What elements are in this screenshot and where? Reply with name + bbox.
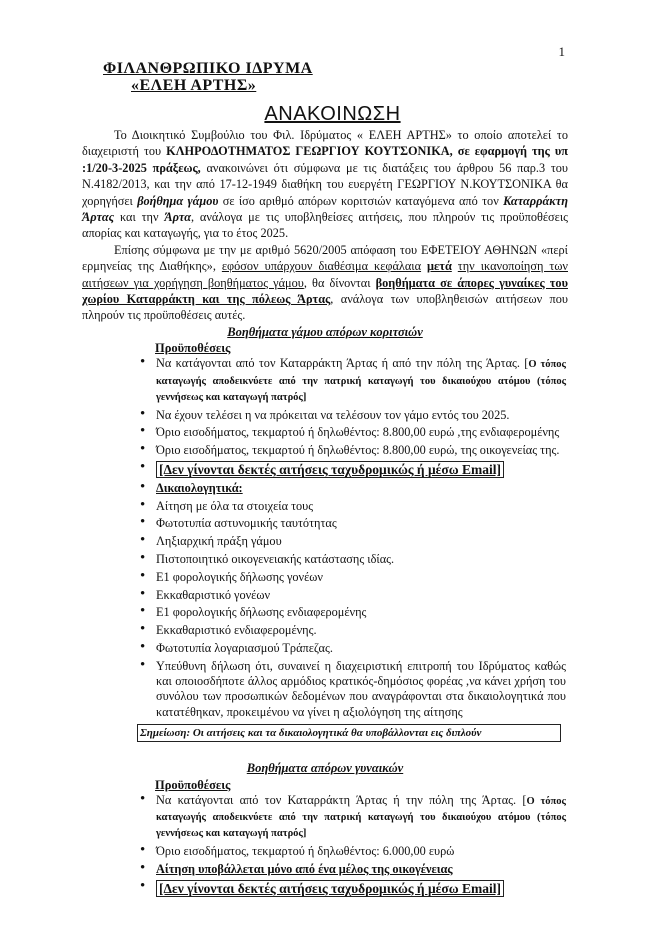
text-run: Το Διοικητικό Συμβούλιο του Φιλ. Ιδρύματος « ΕΛΕΗ ΑΡΤΗΣ» το οποίο αποτελεί το διαχειριστή του [82, 128, 568, 159]
list-item: • Πιστοποιητικό οικογενειακής κατάστασης ιδίας. [156, 552, 566, 567]
list-item [156, 461, 566, 478]
second-paragraph [82, 242, 568, 324]
list-item: • Υπεύθυνη δήλωση ότι, συναινεί η διαχειριστική επιτροπή του Ιδρύματος καθώς και οποιοσδήποτε άλλος αρμόδιος κρατικός-δημόσιος φορέας ,να κάνει χρήση του συνόλου των προσωπικών δεδομένων που αναγράφονται στα δικαιολογητικά που κατατέθηκαν, προκειμένου να γίνει η αξιολόγηση της αίτησης [156, 659, 566, 720]
list-item [156, 481, 566, 496]
list-item [156, 356, 566, 405]
list-item [156, 880, 566, 897]
bold-run: Ο τόπος καταγωγής αποδεικνύετε από την πατρική καταγωγή του δικαιούχου ατόμου (τόπος γεννήσεως και καταγωγή πατρός] [156, 359, 566, 403]
text-run: , θα δίνονται [303, 275, 376, 290]
document-body [82, 127, 568, 900]
prerequisites-list [82, 793, 566, 897]
list-item: • Φωτοτυπία αστυνομικής ταυτότητας [156, 516, 566, 531]
announcement-title: ΑΝΑΚΟΙΝΩΣΗ [264, 103, 401, 125]
bold-underlined-run: βοηθήματα σε άπορες γυναίκες του χωρίου Καταρράκτη και της πόλεως Άρτας [82, 275, 568, 307]
list-item: • Ε1 φορολογικής δήλωσης ενδιαφερομένης [156, 605, 566, 620]
bold-run: Ο τόπος καταγωγής αποδεικνύετε από την πατρική καταγωγή του δικαιούχου ατόμου (τόπος γεννήσεως και καταγωγή πατρός] [156, 795, 566, 840]
prerequisites-heading: Προϋποθέσεις [155, 341, 231, 356]
organization-subname: «ΕΛΕΗ ΑΡΤΗΣ» [131, 77, 257, 94]
note-box: Σημείωση: Οι αιτήσεις και τα δικαιολογητικά θα υποβάλλονται εις διπλούν [137, 724, 561, 742]
list-item: • Αίτηση με όλα τα στοιχεία τους [156, 499, 566, 514]
bold-underlined-run: μετά [427, 259, 452, 274]
bold-run: Καταρράκτη Άρτας [82, 193, 568, 225]
warning-notice: [Δεν γίνονται δεκτές αιτήσεις ταχυδρομικώς ή μέσω Email] [156, 880, 504, 897]
bold-run: ΚΛΗΡΟΔΟΤΗΜΑΤΟΣ ΓΕΩΡΓΙΟΥ ΚΟΥΤΣΟΝΙΚΑ, σε εφαρμογή της υπ :1/20-3-2025 πράξεως, [82, 144, 568, 175]
underlined-run: την ικανοποίηση των αιτήσεων για χορήγηση βοηθήματος γάμου [82, 259, 568, 290]
list-item: • Όριο εισοδήματος, τεκμαρτού ή δηλωθέντος: 6.000,00 ευρώ [156, 844, 566, 859]
documents-list [82, 481, 566, 720]
list-item: • Εκκαθαριστικό γονέων [156, 588, 566, 603]
intro-paragraph [82, 127, 568, 242]
organization-name: ΦΙΛΑΝΘΡΩΠΙΚΟ ΙΔΡΥΜΑ [103, 60, 313, 77]
prerequisites-heading: Προϋποθέσεις [155, 777, 231, 792]
text-run: Επίσης σύμφωνα με την με αριθμό 5620/2005 απόφαση του ΕΦΕΤΕΙΟΥ ΑΘΗΝΩΝ «περί ερμηνείας της Διαθήκης», [82, 242, 568, 274]
section-title-women-aid: Βοηθήματα απόρων γυναικών [246, 761, 404, 776]
single-member-notice: Αίτηση υποβάλλεται μόνο από ένα μέλος της οικογένειας [156, 862, 453, 877]
list-item: • Όριο εισοδήματος, τεκμαρτού ή δηλωθέντος: 8.800,00 ευρώ ,της ενδιαφερομένης [156, 425, 566, 440]
list-item [156, 862, 566, 877]
text-run: ανακοινώνει ότι σύμφωνα με τις διατάξεις του άρθρου 56 παρ.3 του Ν.4182/2013, και την από 17-12-1949 διαθήκη του ευεργέτη ΓΕΩΡΓΙΟΥ Ν.ΚΟΥΤΣΟΝΙΚΑ θα χορηγήσει [82, 160, 568, 208]
text-run: σε ίσο αριθμό απόρων κοριτσιών καταγόμενα από τον [218, 193, 504, 208]
list-item: • Εκκαθαριστικό ενδιαφερομένης. [156, 623, 566, 638]
list-item: • Ε1 φορολογικής δήλωσης γονέων [156, 570, 566, 585]
section-title-marriage-aid: Βοηθήματα γάμου απόρων κοριτσιών [227, 324, 423, 339]
text-run: Να κατάγονται από τον Καταρράκτη Άρτας ή την πόλη της Άρτας. [ [156, 792, 527, 807]
prerequisites-list [82, 356, 566, 478]
documents-heading: Δικαιολογητικά: [156, 480, 243, 495]
list-item: • Ληξιαρχική πράξη γάμου [156, 534, 566, 549]
list-item: • Φωτοτυπία λογαριασμού Τράπεζας. [156, 641, 566, 656]
underlined-run: εφόσον υπάρχουν διαθέσιμα κεφάλαια [221, 259, 422, 274]
bold-run: βοήθημα γάμου [137, 193, 219, 208]
list-item: • Να έχουν τελέσει η να πρόκειται να τελέσουν τον γάμο εντός του 2025. [156, 408, 566, 423]
text-run: , ανάλογα των υποβληθεισών αιτήσεων που πληρούν τις προϋποθέσεις αυτές. [82, 292, 568, 323]
text-run: , ανάλογα με τις υποβληθείσες αιτήσεις, που πληρούν τις προϋποθέσεις απορίας και καταγωγής, για το έτος 2025. [82, 210, 568, 241]
bold-run: Άρτα [164, 210, 191, 225]
list-item [156, 793, 566, 842]
text-run: Να κατάγονται από τον Καταρράκτη Άρτας ή από την πόλη της Άρτας. [ [156, 356, 529, 371]
list-item: • Όριο εισοδήματος, τεκμαρτού ή δηλωθέντος: 8.800,00 ευρώ, της οικογενείας της. [156, 443, 566, 458]
page-number: 1 [558, 44, 565, 59]
warning-notice: [Δεν γίνονται δεκτές αιτήσεις ταχυδρομικώς ή μέσω Email] [156, 461, 504, 478]
text-run: και την [114, 210, 165, 225]
